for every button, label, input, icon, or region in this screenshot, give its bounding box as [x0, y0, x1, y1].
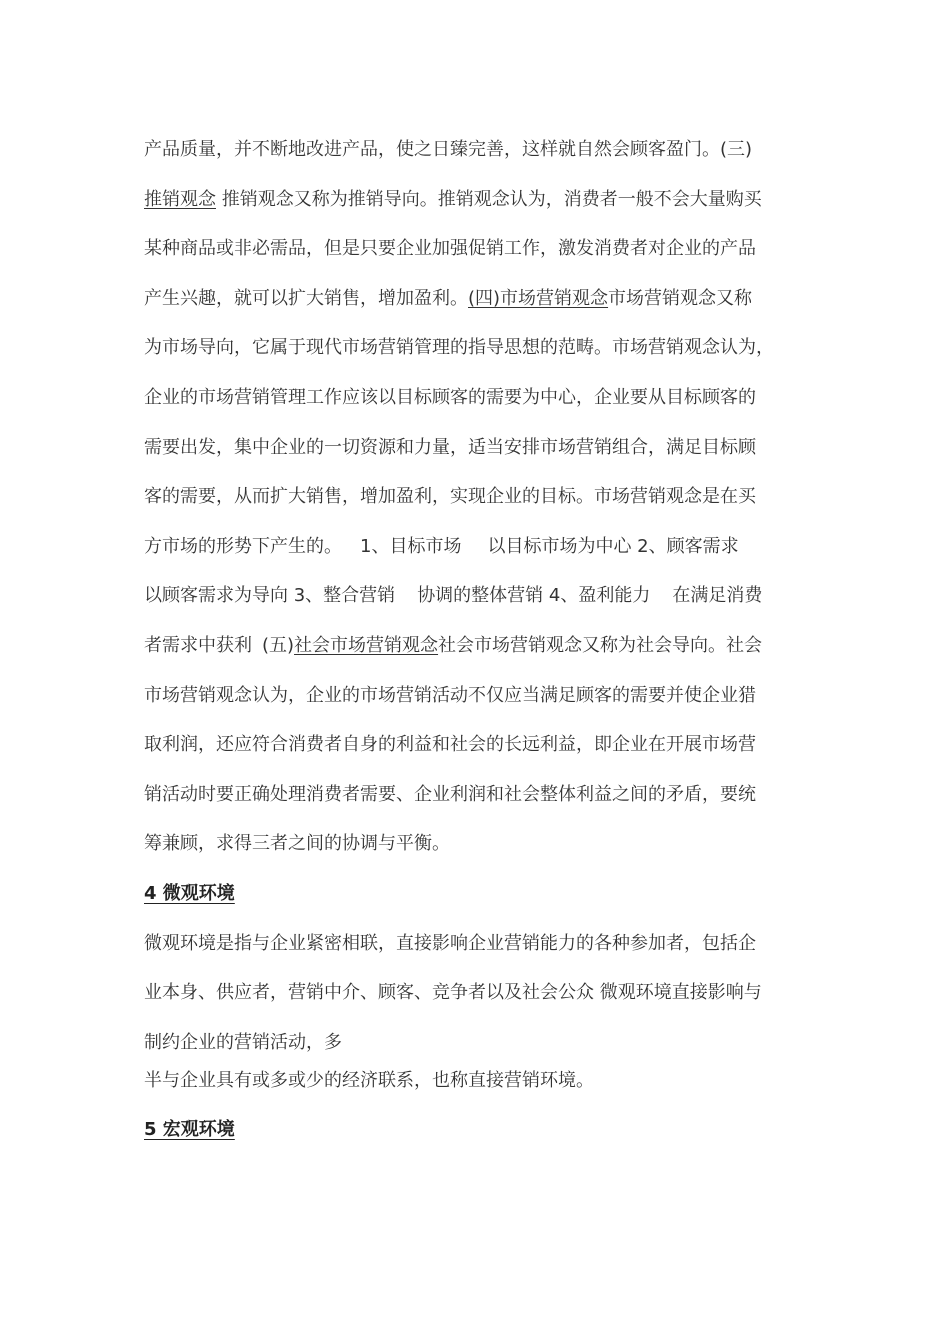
section-heading: 5 宏观环境: [144, 1119, 235, 1141]
paragraph-line: 推销观念 推销观念又称为推销导向。推销观念认为，消费者一般不会大量购买: [144, 188, 762, 210]
paragraph-line: 取利润，还应符合消费者自身的利益和社会的长远利益，即企业在开展市场营: [144, 734, 756, 756]
paragraph-line: 某种商品或非必需品，但是只要企业加强促销工作，激发消费者对企业的产品: [144, 238, 756, 260]
underlined-term: 社会市场营销观念: [294, 634, 439, 656]
paragraph-line: 客的需要，从而扩大销售，增加盈利，实现企业的目标。市场营销观念是在买: [144, 486, 756, 508]
paragraph-line: 为市场导向，它属于现代市场营销管理的指导思想的范畴。市场营销观念认为，: [144, 337, 774, 359]
document-body: [144, 130, 812, 1160]
paragraph-line: 企业的市场营销管理工作应该以目标顾客的需要为中心，企业要从目标顾客的: [144, 386, 756, 408]
paragraph-line: 方市场的形势下产生的。 1、目标市场 以目标市场为中心 2、顾客需求: [144, 535, 739, 557]
paragraph-line: 制约企业的营销活动，多: [144, 1031, 342, 1053]
section-heading: 4 微观环境: [144, 882, 235, 904]
underlined-term: (四)市场营销观念: [468, 287, 609, 309]
paragraph-line: 市场营销观念认为，企业的市场营销活动不仅应当满足顾客的需要并使企业猎: [144, 684, 756, 706]
paragraph-line: 筹兼顾，求得三者之间的协调与平衡。: [144, 833, 450, 855]
paragraph-line: 业本身、供应者，营销中介、顾客、竞争者以及社会公众 微观环境直接影响与: [144, 982, 762, 1004]
underlined-term: 推销观念: [144, 188, 216, 210]
paragraph-line: 产品质量，并不断地改进产品，使之日臻完善，这样就自然会顾客盈门。(三): [144, 139, 753, 160]
paragraph-line: 产生兴趣，就可以扩大销售，增加盈利。(四)市场营销观念市场营销观念又称: [144, 287, 753, 309]
paragraph-line: 者需求中获利 (五)社会市场营销观念社会市场营销观念又称为社会导向。社会: [144, 634, 763, 656]
paragraph-line: 微观环境是指与企业紧密相联，直接影响企业营销能力的各种参加者，包括企: [144, 932, 756, 954]
paragraph-line: 以顾客需求为导向 3、整合营销 协调的整体营销 4、盈利能力 在满足消费: [144, 585, 763, 607]
paragraph-line: 半与企业具有或多或少的经济联系，也称直接营销环境。: [144, 1069, 594, 1091]
paragraph-line: 需要出发，集中企业的一切资源和力量，适当安排市场营销组合，满足目标顾: [144, 436, 756, 458]
paragraph-line: 销活动时要正确处理消费者需要、企业利润和社会整体利益之间的矛盾，要统: [144, 783, 756, 805]
